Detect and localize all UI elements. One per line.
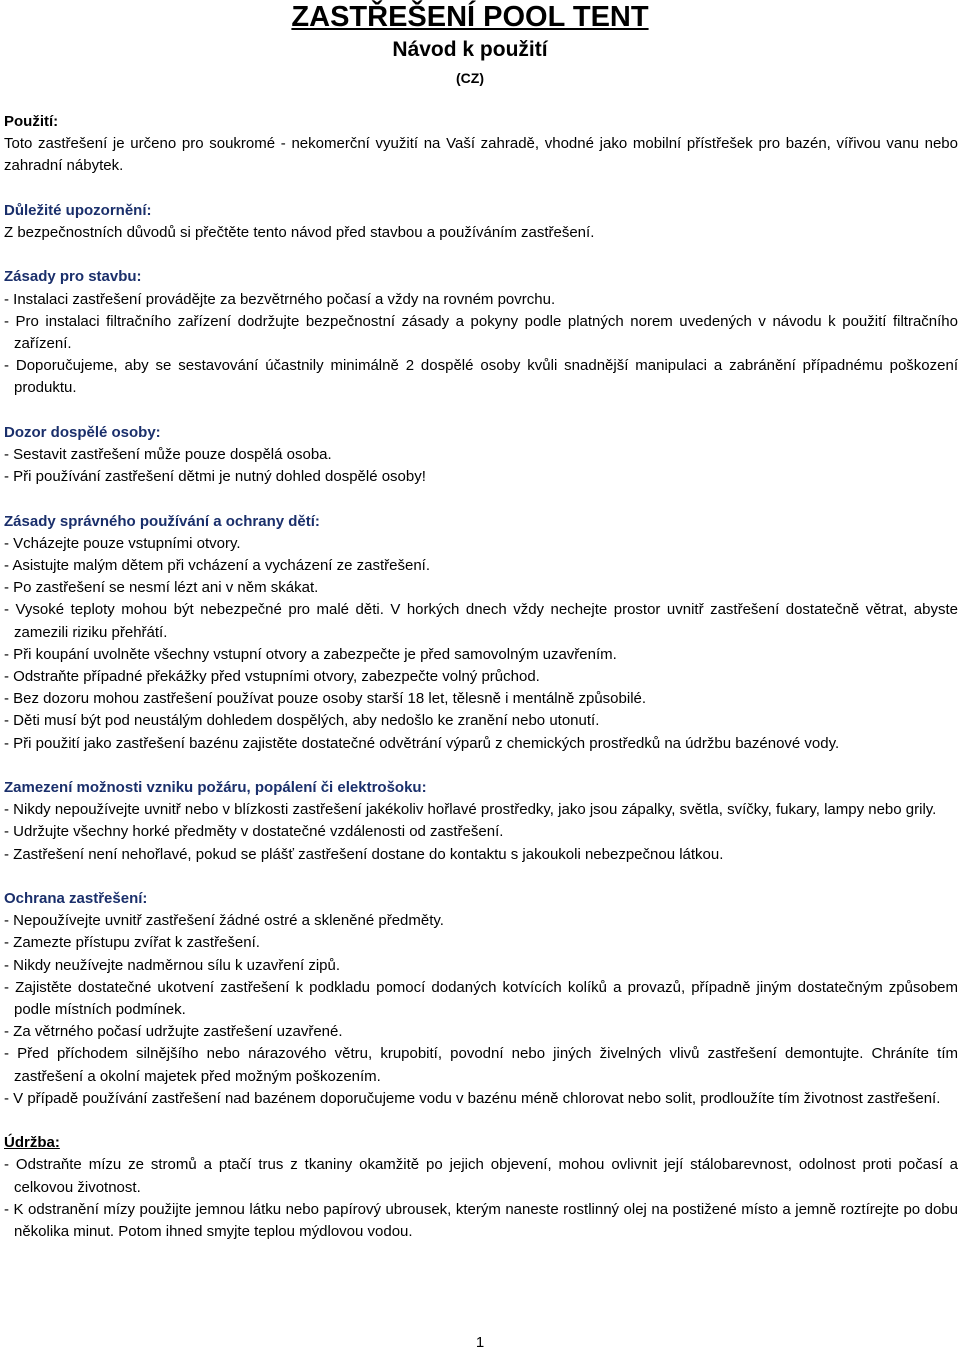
list-item: - Zamezte přístupu zvířat k zastřešení. xyxy=(4,934,260,952)
list-item: - Při použití jako zastřešení bazénu zajistěte dostatečné odvětrání výparů z chemických prostředků na údržbu bazénové vody. xyxy=(4,734,840,752)
list-item: - Sestavit zastřešení může pouze dospělá osoba. xyxy=(4,446,332,463)
list-item: - Zastřešení není nehořlavé, pokud se plášť zastřešení dostane do kontaktu s jakoukoli nebezpečnou látkou. xyxy=(4,845,724,863)
list-item: - Zajistěte dostatečné ukotvení zastřešení k podkladu pomocí dodaných kotvících kolíků a provazů, případně jiným dostatečným způsobem podle místních podmínek. xyxy=(4,978,958,1019)
list-item: - V případě používání zastřešení nad bazénem doporučujeme vodu v bazénu méně chlorovat nebo solit, prodloužíte tím životnost zastřešení. xyxy=(4,1089,941,1107)
list-item: - Odstraňte případné překážky před vstupními otvory, zabezpečte volný průchod. xyxy=(4,668,540,686)
section-text: Z bezpečnostních důvodů si přečtěte tento návod před stavbou a používáním zastřešení. xyxy=(4,224,595,241)
list-item: - Asistujte malým dětem při vcházení a vycházení ze zastřešení. xyxy=(4,557,431,574)
page-number: 1 xyxy=(475,1334,485,1351)
section-dozor xyxy=(4,422,958,489)
list-item: - Doporučujeme, aby se sestavování účastnily minimálně 2 dospělé osoby kvůli snadnější manipulaci a zabránění případnému poškození produktu. xyxy=(4,357,958,397)
section-text: Toto zastřešení je určeno pro soukromé - nekomerční využití na Vaší zahradě, vhodné jako mobilní přístřešek pro bazén, vířivou vanu nebo zahradní nábytek. xyxy=(4,135,958,175)
list-item: - K odstranění mízy použijte jemnou látku nebo papírový ubrousek, kterým naneste rostlinný olej na postižené místo a jemně roztírejte po dobu několika minut. Potom ihned smyjte teplou mýdlovou vodou. xyxy=(4,1200,958,1241)
list-item: - Bez dozoru mohou zastřešení používat pouze osoby starší 18 let, tělesně i mentálně způsobilé. xyxy=(4,690,647,708)
list-item: - Za větrného počasí udržujte zastřešení uzavřené. xyxy=(4,1023,343,1041)
list-item: - Při používání zastřešení dětmi je nutný dohled dospělé osoby! xyxy=(4,468,426,486)
document-subtitle: Návod k použití xyxy=(392,38,548,61)
section-heading: Použití: xyxy=(4,113,59,130)
list-item: - Udržujte všechny horké předměty v dostatečné vzdálenosti od zastřešení. xyxy=(4,823,504,841)
section-ochrana xyxy=(4,888,958,1110)
list-item: - Odstraňte mízu ze stromů a ptačí trus z tkaniny okamžitě po jejich objevení, mohou ovlivnit její stálobarevnost, odolnost proti počasí a celkovou životnost. xyxy=(4,1156,958,1196)
section-stavba xyxy=(4,266,958,399)
section-pouziti xyxy=(4,111,958,178)
list-item: - Vcházejte pouze vstupními otvory. xyxy=(4,534,241,552)
section-upozorneni xyxy=(4,200,958,244)
list-item: - Děti musí být pod neustálým dohledem dospělých, aby nedošlo ke zranění nebo utonutí. xyxy=(4,712,600,730)
list-item: - Nikdy neužívejte nadměrnou sílu k uzavření zipů. xyxy=(4,956,340,974)
section-heading: Důležité upozornění: xyxy=(4,201,152,219)
list-item: - Při koupání uvolněte všechny vstupní otvory a zabezpečte je před samovolným uzavřením. xyxy=(4,645,617,663)
list-item: - Před příchodem silnějšího nebo nárazového větru, krupobití, povodní nebo jiných živelných vlivů zastřešení demontujte. Chráníte tím zastřešení a okolní majetek před možným poškozením. xyxy=(4,1045,958,1085)
section-pozar xyxy=(4,777,958,866)
section-deti xyxy=(4,511,958,755)
document-body xyxy=(4,111,958,1265)
section-heading: Zásady pro stavbu: xyxy=(4,268,142,286)
section-heading: Dozor dospělé osoby: xyxy=(4,423,161,441)
section-udrzba xyxy=(4,1132,958,1243)
list-item: - Pro instalaci filtračního zařízení dodržujte bezpečnostní zásady a pokyny podle platných norem uvedených v návodu k použití filtračního zařízení. xyxy=(4,312,958,352)
list-item: - Nepoužívejte uvnitř zastřešení žádné ostré a skleněné předměty. xyxy=(4,912,444,930)
list-item: - Vysoké teploty mohou být nebezpečné pro malé děti. V horkých dnech vždy nechejte prostor uvnitř zastřešení dostatečně větrat, abyste zamezili riziku přehřátí. xyxy=(4,601,958,641)
document-title: ZASTŘEŠENÍ POOL TENT xyxy=(291,1,649,33)
section-heading: Údržba: xyxy=(4,1134,60,1152)
list-item: - Po zastřešení se nesmí lézt ani v něm skákat. xyxy=(4,579,319,597)
section-heading: Ochrana zastřešení: xyxy=(4,890,148,908)
list-item: - Nikdy nepoužívejte uvnitř nebo v blízkosti zastřešení jakékoliv hořlavé prostředky, jako jsou zápalky, světla, svíčky, fukary, lampy nebo grily. xyxy=(4,801,937,819)
section-heading: Zamezení možnosti vzniku požáru, popálení či elektrošoku: xyxy=(4,779,427,797)
section-heading: Zásady správného používání a ochrany dětí: xyxy=(4,512,320,530)
language-code: (CZ) xyxy=(456,70,484,86)
list-item: - Instalaci zastřešení provádějte za bezvětrného počasí a vždy na rovném povrchu. xyxy=(4,290,556,308)
